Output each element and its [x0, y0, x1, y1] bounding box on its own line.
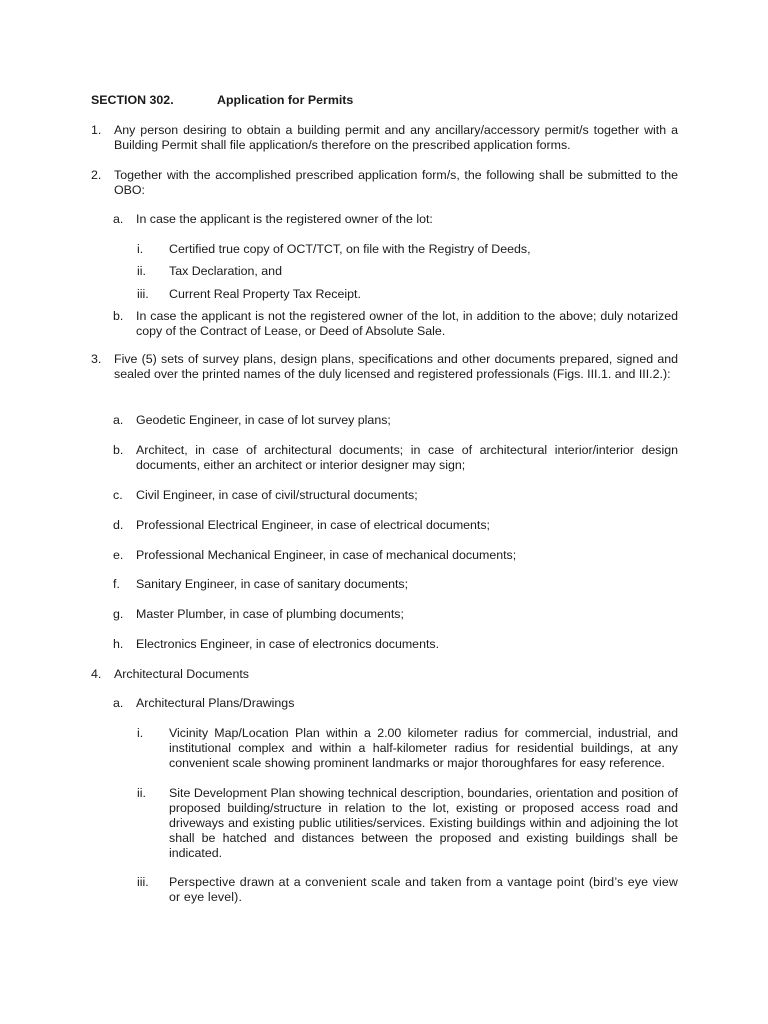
list-item-text: Electronics Engineer, in case of electronics documents.: [136, 637, 440, 651]
list-item-4a-ii: [137, 786, 678, 861]
list-item-text: Tax Declaration, and: [169, 264, 282, 278]
list-item-2a: [113, 212, 678, 227]
list-item-text: Professional Electrical Engineer, in case of electrical documents;: [136, 518, 490, 532]
list-item-text: Architectural Plans/Drawings: [136, 696, 295, 710]
list-item-3b: [113, 443, 678, 473]
list-item-2a-iii: [137, 287, 678, 302]
list-marker: i.: [137, 726, 144, 740]
list-marker: h.: [113, 637, 124, 651]
list-item-text: Site Development Plan showing technical description, boundaries, orientation and position of proposed building/structure in relation to the lot, existing or proposed access road and driveways and existing public utilities/services. Existing buildings within and adjoining the lot shall be hatched and distances between the proposed and existing buildings shall be indicated.: [169, 786, 678, 860]
list-item-text: Professional Mechanical Engineer, in case of mechanical documents;: [136, 548, 517, 562]
list-item-text: Any person desiring to obtain a building permit and any ancillary/accessory permit/s together with a Building Permit shall file application/s therefore on the prescribed application forms.: [114, 123, 678, 152]
list-marker: d.: [113, 518, 124, 532]
list-item-2a-ii: [137, 264, 678, 279]
list-item-4a: [113, 696, 678, 711]
list-marker: b.: [113, 309, 124, 323]
list-item-text: In case the applicant is not the registered owner of the lot, in addition to the above; duly notarized copy of the Contract of Lease, or Deed of Absolute Sale.: [136, 309, 678, 338]
list-marker: a.: [113, 212, 124, 226]
list-item-3f: [113, 577, 678, 592]
list-item-text: Certified true copy of OCT/TCT, on file with the Registry of Deeds,: [169, 242, 531, 256]
list-item-text: Architect, in case of architectural documents; in case of architectural interior/interior design documents, either an architect or interior designer may sign;: [136, 443, 678, 472]
list-marker: g.: [113, 607, 124, 621]
list-item-1: [91, 123, 678, 153]
list-item-text: Vicinity Map/Location Plan within a 2.00 kilometer radius for commercial, industrial, and institutional complex and within a half-kilometer radius for residential buildings, at any convenient scale showing prominent landmarks or major thoroughfares for easy reference.: [169, 726, 678, 770]
list-marker: 4.: [91, 667, 102, 681]
list-item-text: Architectural Documents: [114, 667, 249, 681]
list-item-text: Geodetic Engineer, in case of lot survey plans;: [136, 413, 391, 427]
list-marker: e.: [113, 548, 124, 562]
list-marker: ii.: [137, 786, 146, 800]
list-marker: 3.: [91, 352, 102, 366]
list-marker: 1.: [91, 123, 102, 137]
list-marker: b.: [113, 443, 124, 457]
list-item-text: Current Real Property Tax Receipt.: [169, 287, 361, 301]
list-item-4: [91, 667, 678, 682]
list-item-3h: [113, 637, 678, 652]
list-item-3d: [113, 518, 678, 533]
list-item-2a-i: [137, 242, 678, 257]
list-item-3g: [113, 607, 678, 622]
list-marker: i.: [137, 242, 144, 256]
section-heading: [91, 93, 353, 108]
section-number: SECTION 302.: [91, 93, 174, 107]
list-item-text: Master Plumber, in case of plumbing documents;: [136, 607, 404, 621]
list-marker: iii.: [137, 875, 149, 889]
list-item-3c: [113, 488, 678, 503]
list-item-text: Five (5) sets of survey plans, design plans, specifications and other documents prepared, signed and sealed over the printed names of the duly licensed and registered professionals (Figs. III.1. and III.2.):: [114, 352, 678, 381]
list-item-4a-i: [137, 726, 678, 771]
list-item-4a-iii: [137, 875, 678, 905]
list-marker: f.: [113, 577, 120, 591]
list-item-text: Together with the accomplished prescribed application form/s, the following shall be submitted to the OBO:: [114, 168, 678, 197]
list-marker: 2.: [91, 168, 102, 182]
list-marker: ii.: [137, 264, 146, 278]
list-marker: c.: [113, 488, 123, 502]
list-marker: iii.: [137, 287, 149, 301]
list-item-2: [91, 168, 678, 198]
list-item-text: In case the applicant is the registered owner of the lot:: [136, 212, 433, 226]
list-item-3e: [113, 548, 678, 563]
list-item-text: Perspective drawn at a convenient scale and taken from a vantage point (bird’s eye view or eye level).: [169, 875, 678, 904]
list-item-text: Sanitary Engineer, in case of sanitary documents;: [136, 577, 409, 591]
list-item-3a: [113, 413, 678, 428]
list-item-2b: [113, 309, 678, 339]
list-item-text: Civil Engineer, in case of civil/structural documents;: [136, 488, 418, 502]
list-marker: a.: [113, 413, 124, 427]
list-item-3: [91, 352, 678, 382]
list-marker: a.: [113, 696, 124, 710]
section-title: Application for Permits: [217, 93, 354, 107]
